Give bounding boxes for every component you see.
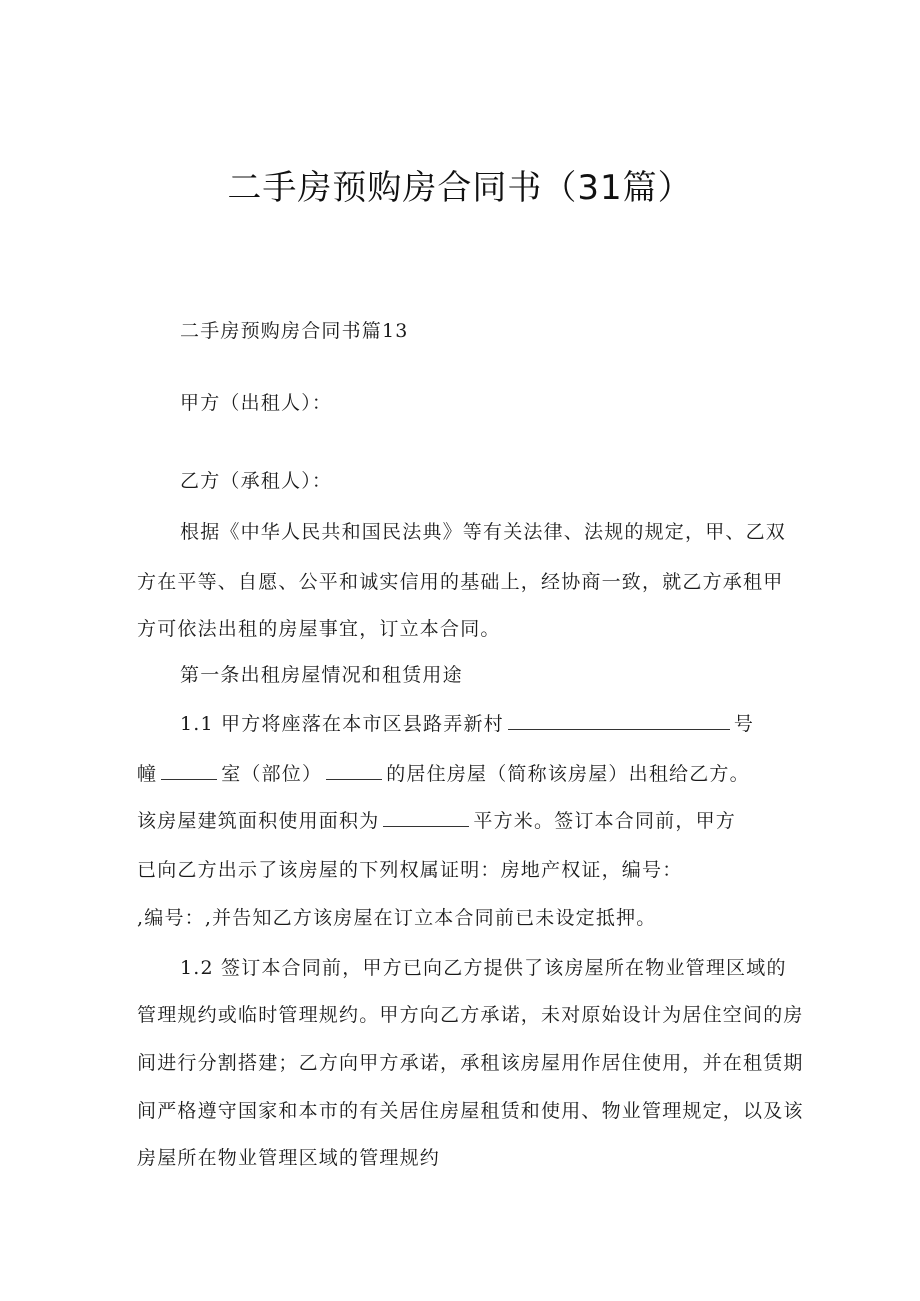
clause-1-1-line-1-suffix: 号	[733, 713, 755, 735]
clause-1-2-line-1: 1.2 签订本合同前，甲方已向乙方提供了该房屋所在物业管理区域的	[180, 957, 787, 979]
area-blank	[383, 807, 469, 827]
room-blank	[326, 760, 382, 780]
document-title: 二手房预购房合同书（31篇）	[227, 168, 693, 208]
clause-1-1-line-1-prefix: 1.1 甲方将座落在本市区县路弄新村	[180, 713, 504, 735]
village-blank	[508, 710, 730, 730]
room-label: 室（部位）	[221, 763, 323, 785]
clause-1-1-line-4: 已向乙方出示了该房屋的下列权属证明：房地产权证，编号：	[137, 859, 683, 881]
clause-1-2-line-4: 间严格遵守国家和本市的有关居住房屋租赁和使用、物业管理规定，以及该	[137, 1100, 804, 1122]
clause-1-2-line-2: 管理规约或临时管理规约。甲方向乙方承诺，未对原始设计为居住空间的房	[137, 1004, 804, 1026]
clause-1-1-line-2	[137, 759, 750, 786]
clause-1-1-line-3	[137, 806, 736, 833]
party-a-label: 甲方（出租人）：	[180, 392, 333, 414]
area-label: 该房屋建筑面积使用面积为	[137, 810, 380, 832]
article-1-heading: 第一条出租房屋情况和租赁用途	[180, 664, 463, 686]
section-heading: 二手房预购房合同书篇13	[180, 320, 409, 342]
intro-line-2: 方在平等、自愿、公平和诚实信用的基础上，经协商一致，就乙方承租甲	[137, 571, 784, 593]
clause-1-2-line-5: 房屋所在物业管理区域的管理规约	[137, 1147, 441, 1169]
clause-1-2-line-3: 间进行分割搭建；乙方向甲方承诺，承租该房屋用作居住使用，并在租赁期	[137, 1052, 804, 1074]
clause-1-1-line-2-suffix: 的居住房屋（简称该房屋）出租给乙方。	[386, 763, 750, 785]
area-suffix: 平方米。签订本合同前，甲方	[473, 810, 737, 832]
building-label: 幢	[137, 763, 158, 785]
clause-1-1-line-5: ,编号：,并告知乙方该房屋在订立本合同前已未设定抵押。	[137, 907, 657, 929]
intro-line-1: 根据《中华人民共和国民法典》等有关法律、法规的规定，甲、乙双	[180, 521, 787, 543]
intro-line-3: 方可依法出租的房屋事宜，订立本合同。	[137, 618, 501, 640]
clause-1-1-line-1	[180, 709, 754, 736]
building-blank	[161, 760, 217, 780]
party-b-label: 乙方（承租人）：	[180, 470, 333, 492]
